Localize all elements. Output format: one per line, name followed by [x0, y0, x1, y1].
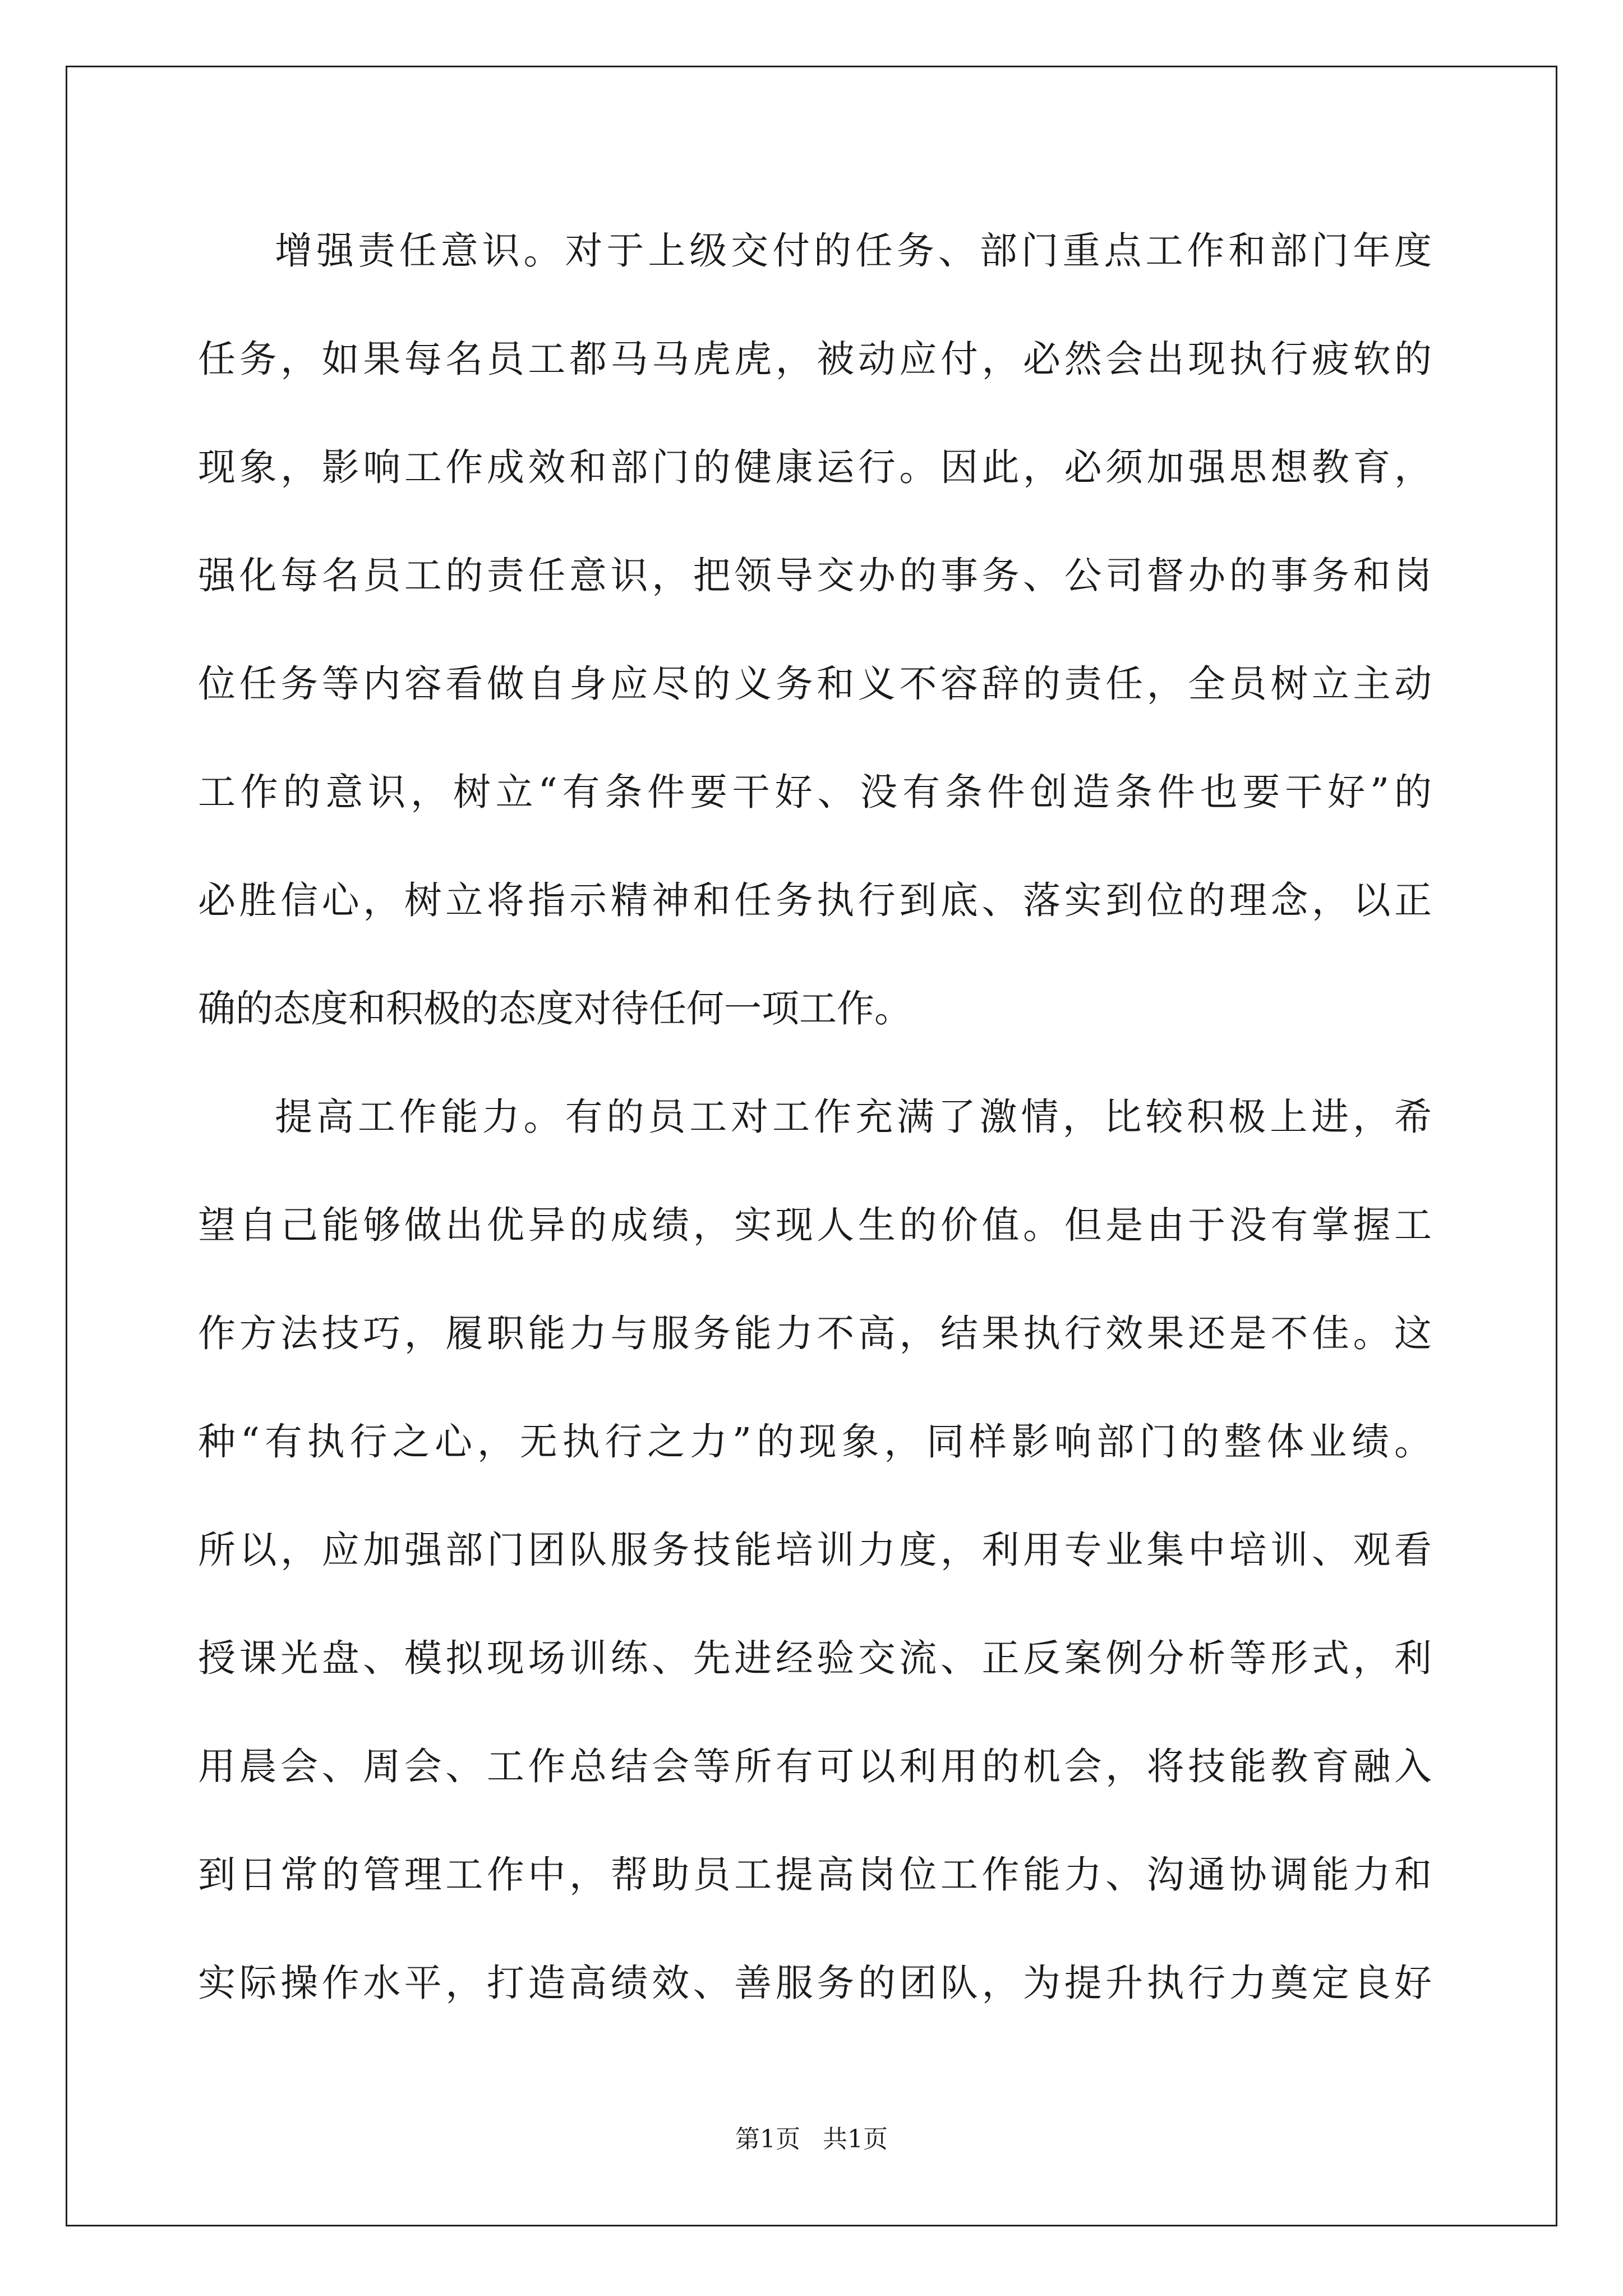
- paragraph-2-line-7: 用晨会、周会、工作总结会等所有可以利用的机会，将技能教育融入: [198, 1745, 1432, 1788]
- paragraph-1-line-7: 必胜信心，树立将指示精神和任务执行到底、落实到位的理念，以正: [198, 878, 1432, 922]
- paragraph-1-line-6: 工作的意识，树立“有条件要干好、没有条件创造条件也要干好”的: [198, 770, 1432, 814]
- page-number: 第1页: [735, 2125, 800, 2154]
- paragraph-2-line-5: 所以，应加强部门团队服务技能培训力度，利用专业集中培训、观看: [198, 1528, 1432, 1572]
- paragraph-2-line-4: 种“有执行之心，无执行之力”的现象，同样影响部门的整体业绩。: [198, 1420, 1432, 1464]
- paragraph-2-line-9: 实际操作水平，打造高绩效、善服务的团队，为提升执行力奠定良好: [198, 1961, 1432, 2005]
- paragraph-1-line-2: 任务，如果每名员工都马马虎虎，被动应付，必然会出现执行疲软的: [198, 337, 1432, 381]
- page-footer: [0, 2123, 1623, 2156]
- paragraph-1-line-8: 确的态度和积极的态度对待任何一项工作。: [198, 987, 912, 1030]
- paragraph-1-line-3: 现象，影响工作成效和部门的健康运行。因此，必须加强思想教育，: [198, 445, 1432, 489]
- paragraph-2-line-3: 作方法技巧，履职能力与服务能力不高，结果执行效果还是不佳。这: [198, 1312, 1432, 1355]
- paragraph-2-line-6: 授课光盘、模拟现场训练、先进经验交流、正反案例分析等形式，利: [198, 1636, 1432, 1680]
- paragraph-1-line-5: 位任务等内容看做自身应尽的义务和义不容辞的责任，全员树立主动: [198, 662, 1432, 706]
- paragraph-1-line-1: 增强责任意识。对于上级交付的任务、部门重点工作和部门年度: [275, 229, 1432, 273]
- paragraph-2-line-2: 望自己能够做出优异的成绩，实现人生的价值。但是由于没有掌握工: [198, 1203, 1432, 1247]
- paragraph-2-line-8: 到日常的管理工作中，帮助员工提高岗位工作能力、沟通协调能力和: [198, 1853, 1432, 1897]
- paragraph-1-line-4: 强化每名员工的责任意识，把领导交办的事务、公司督办的事务和岗: [198, 554, 1432, 597]
- page-total: 共1页: [823, 2125, 888, 2154]
- paragraph-2-line-1: 提高工作能力。有的员工对工作充满了激情，比较积极上进，希: [275, 1095, 1432, 1139]
